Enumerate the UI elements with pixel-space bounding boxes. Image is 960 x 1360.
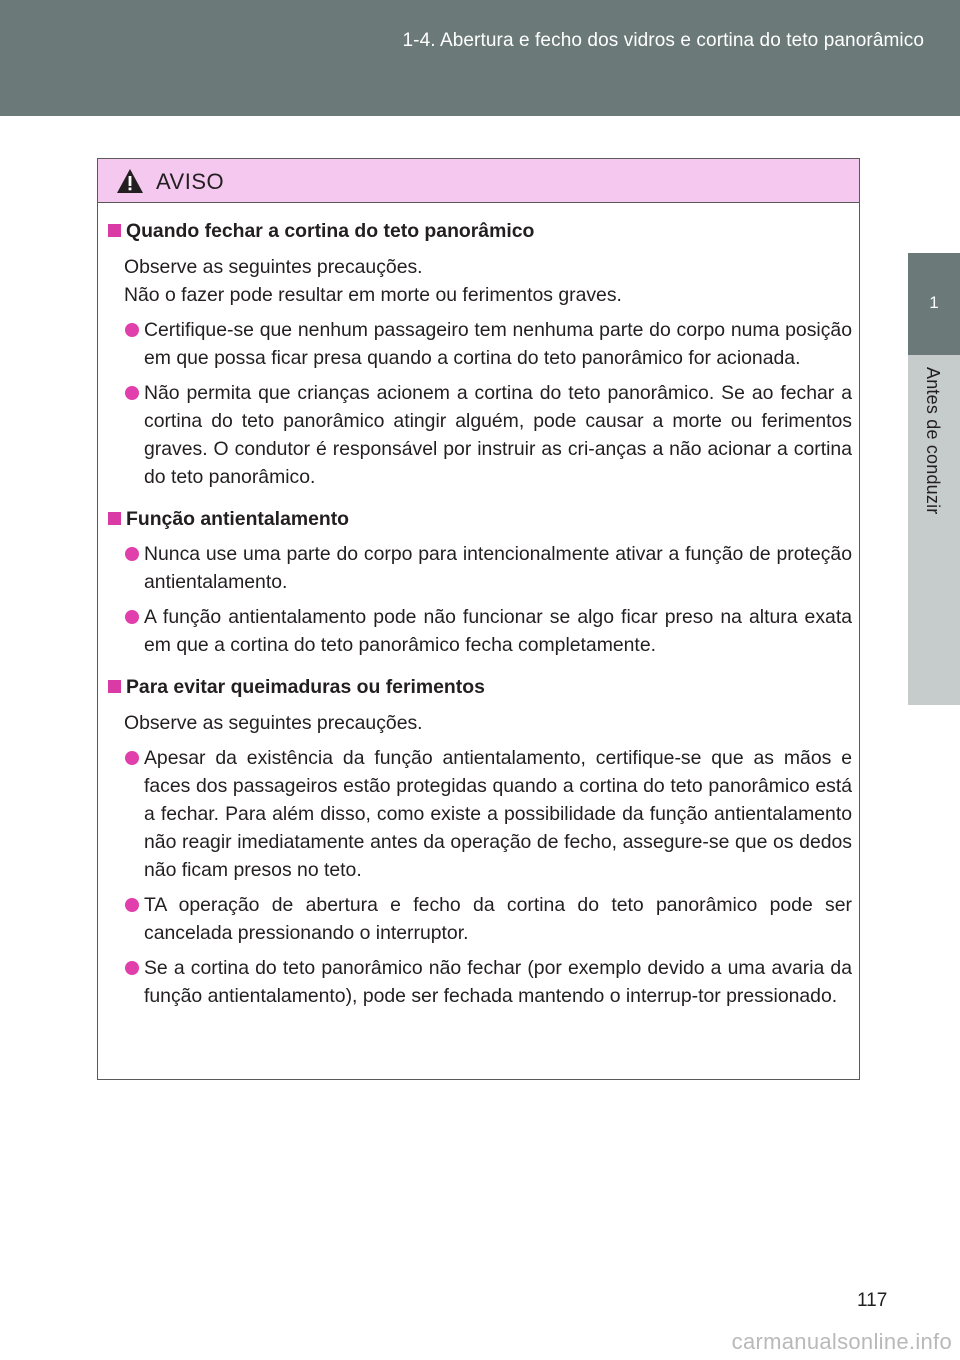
section-square-icon [108, 680, 121, 693]
section-square-icon [108, 512, 121, 525]
bullet-dot-icon [125, 323, 139, 337]
bullet-dot-icon [125, 751, 139, 765]
paragraph: Não o fazer pode resultar em morte ou ferimentos graves. [124, 284, 622, 306]
bullet-item: Não permita que crianças acionem a cortina do teto panorâmico. Se ao fechar a cortina do teto panorâmico atingir alguém, pode causar a morte ou ferimentos graves. O condutor é responsável por instruir as cri-anças a não acionar a cortina do teto panorâmico. [108, 379, 852, 491]
watermark: carmanualsonline.info [731, 1329, 952, 1354]
bullet-dot-icon [125, 547, 139, 561]
section-title: 1-4. Abertura e fecho dos vidros e cortina do teto panorâmico [402, 30, 924, 51]
warning-box [97, 158, 860, 1080]
bullet-item: Nunca use uma parte do corpo para intencionalmente ativar a função de proteção antientalamento. [108, 540, 852, 596]
chapter-number: 1 [929, 293, 939, 312]
warning-triangle-icon [116, 168, 144, 194]
bullet-dot-icon [125, 610, 139, 624]
warning-header [98, 159, 859, 203]
section-heading: Quando fechar a cortina do teto panorâmico [108, 217, 852, 245]
warning-label: AVISO [156, 169, 225, 194]
bullet-dot-icon [125, 386, 139, 400]
paragraph: Observe as seguintes precauções. [124, 256, 423, 278]
bullet-item: A função antientalamento pode não funcionar se algo ficar preso na altura exata em que a cortina do teto panorâmico fecha completamente. [108, 603, 852, 659]
bullet-item: Se a cortina do teto panorâmico não fechar (por exemplo devido a uma avaria da função antientalamento), pode ser fechada mantendo o interrup-tor pressionado. [108, 954, 852, 1010]
header-band [0, 0, 960, 116]
chapter-tab-label [908, 355, 960, 705]
bullet-dot-icon [125, 961, 139, 975]
bullet-item: Apesar da existência da função antientalamento, certifique-se que as mãos e faces dos passageiros estão protegidas quando a cortina do teto panorâmico está a fechar. Para além disso, como existe a possibilidade da função antientalamento não reagir imediatamente antes da operação de fecho, assegure-se que os dedos não ficam presos no teto. [108, 744, 852, 884]
section-heading: Função antientalamento [108, 505, 852, 533]
bullet-dot-icon [125, 898, 139, 912]
chapter-label: Antes de conduzir [923, 367, 943, 515]
bullet-item: Certifique-se que nenhum passageiro tem nenhuma parte do corpo numa posição em que possa ficar presa quando a cortina do teto panorâmico for acionada. [108, 316, 852, 372]
chapter-tab-number [908, 253, 960, 355]
warning-content [98, 203, 859, 1079]
section-heading: Para evitar queimaduras ou ferimentos [108, 673, 852, 701]
bullet-item: TA operação de abertura e fecho da cortina do teto panorâmico pode ser cancelada pressionando o interruptor. [108, 891, 852, 947]
section-square-icon [108, 224, 121, 237]
paragraph: Observe as seguintes precauções. [124, 712, 423, 734]
page-number: 117 [857, 1290, 888, 1311]
